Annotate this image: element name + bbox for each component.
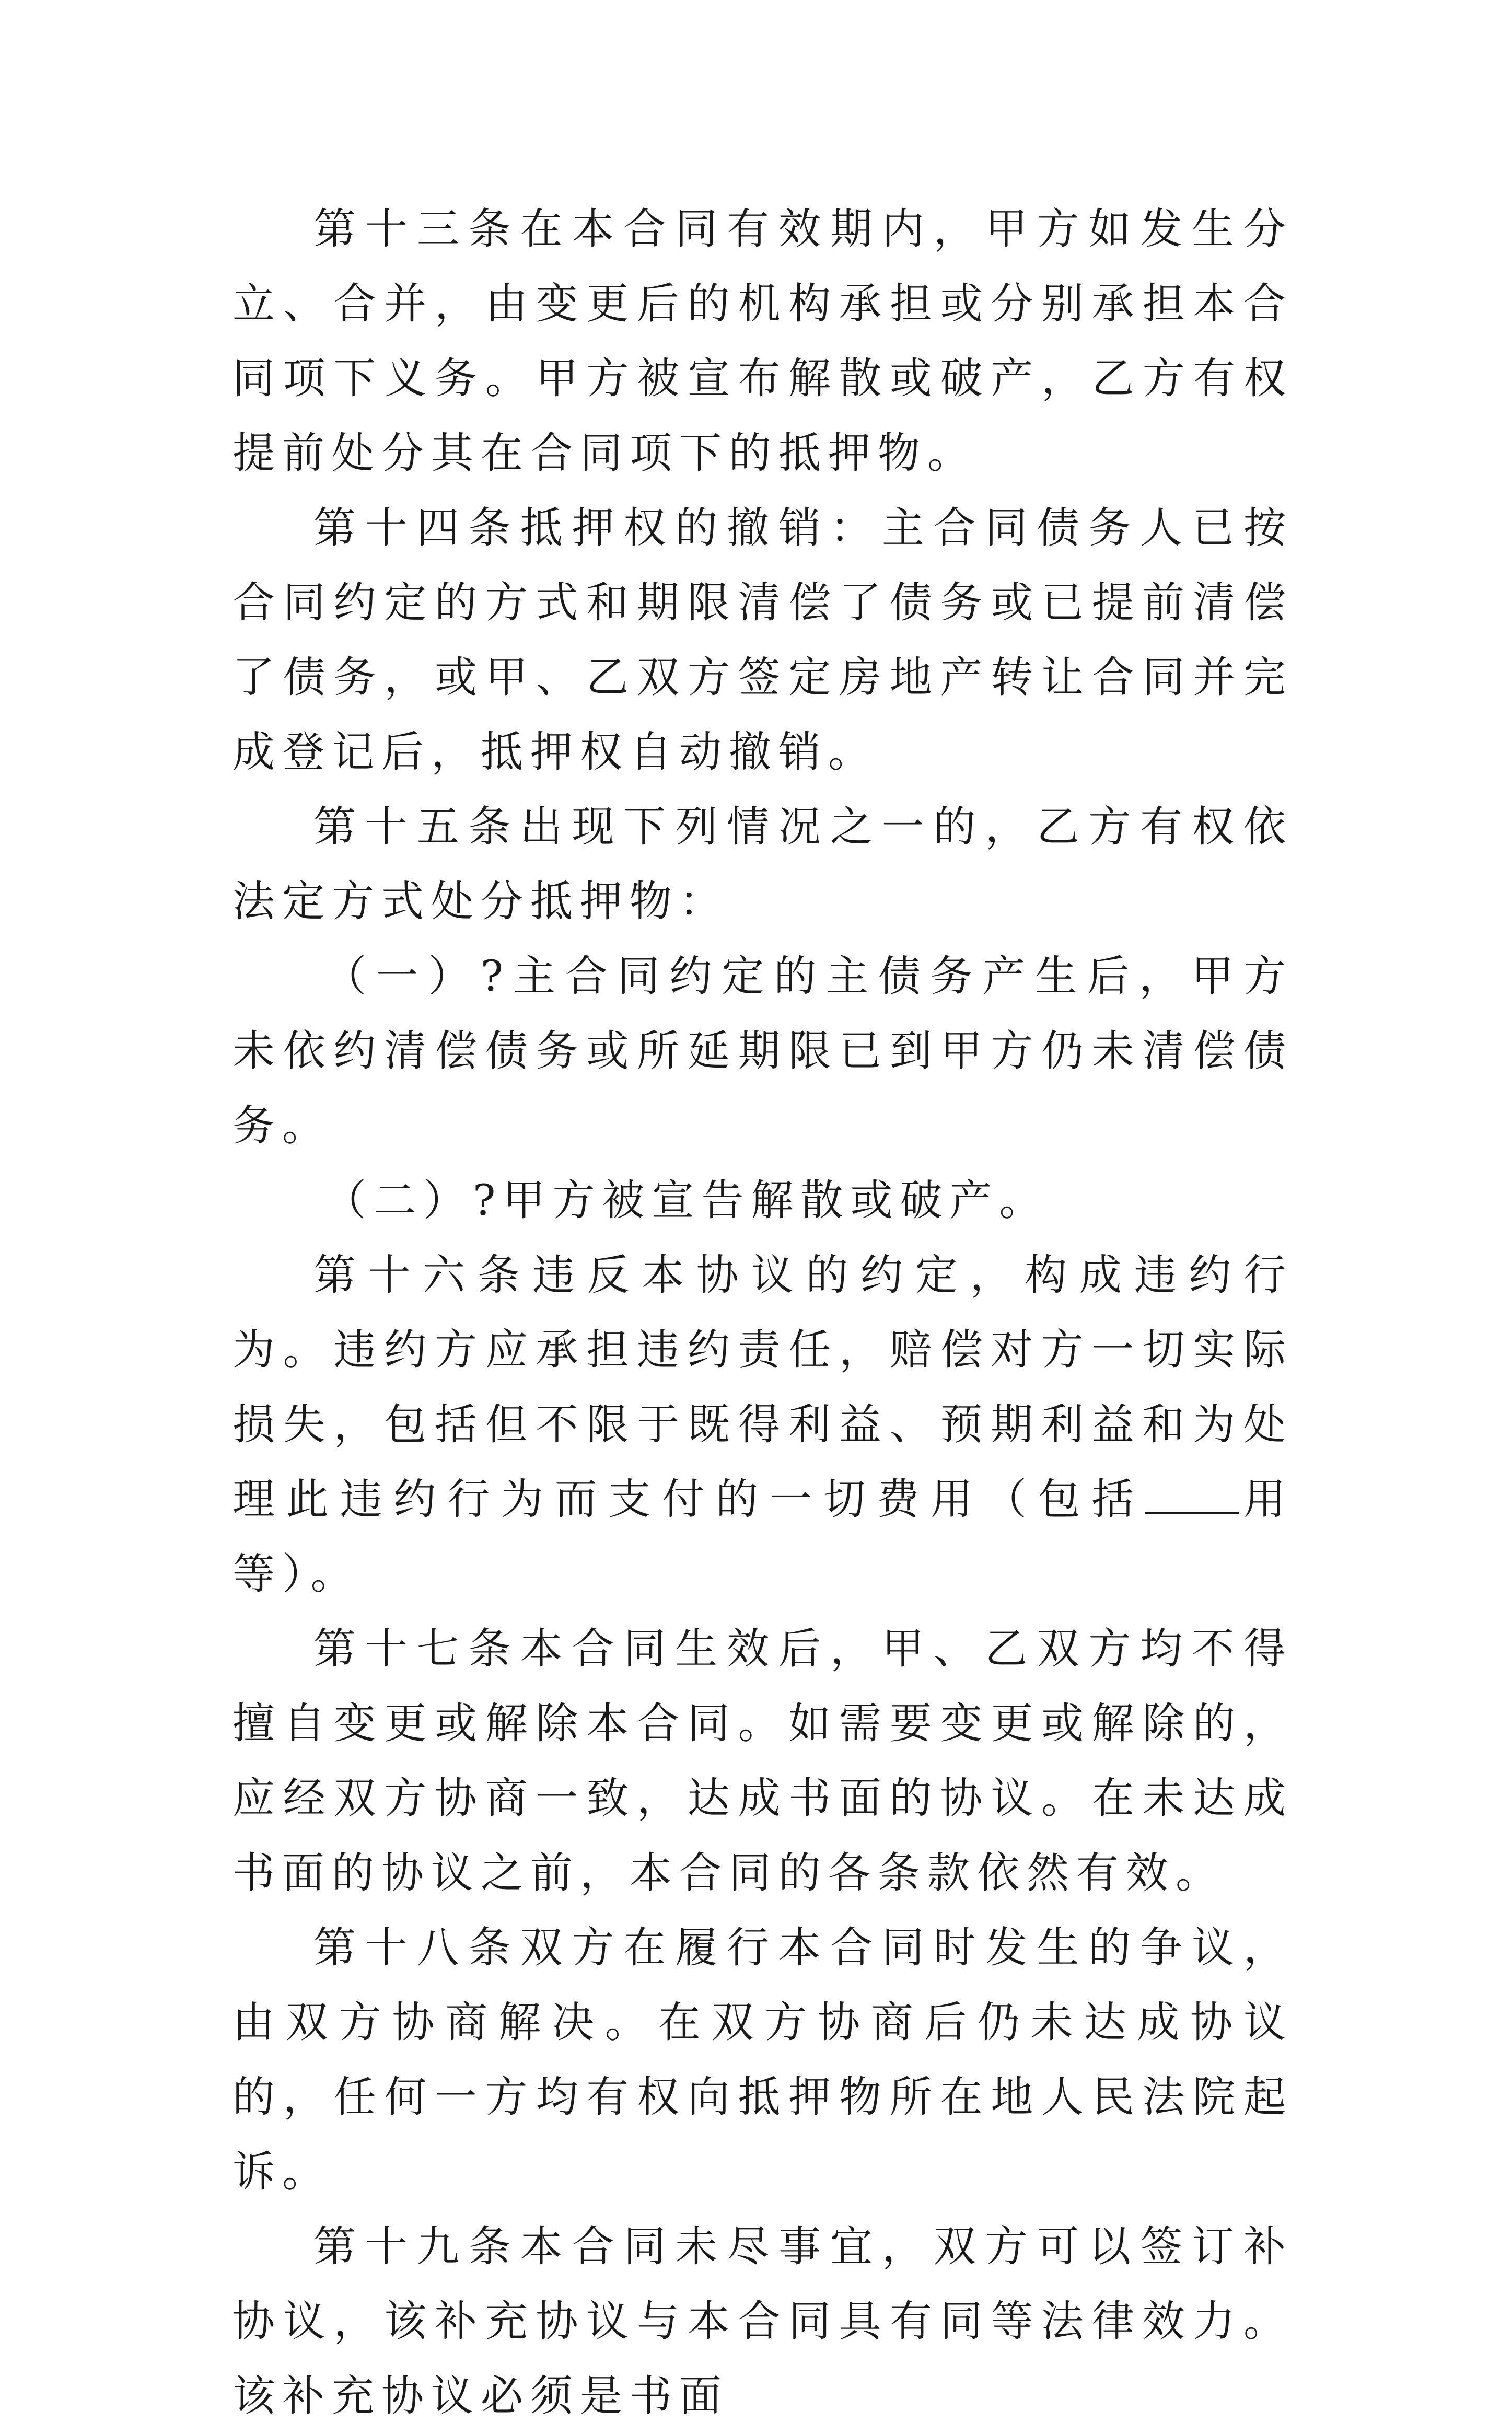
document-body: [232, 192, 1293, 2434]
article-16-paragraph: [232, 1238, 1293, 1612]
article-15-paragraph: 第十五条出现下列情况之一的，乙方有权依法定方式处分抵押物：: [232, 803, 1293, 926]
article-16-text-before-blank: 第十六条违反本协议的约定，构成违约行为。违约方应承担违约责任，赔偿对方一切实际损失，包括但不限于既得利益、预期利益和为处理此违约行为而支付的一切费用（包括: [232, 1251, 1293, 1524]
article-16-text-after-blank: 用等）。: [232, 1475, 1293, 1599]
fill-in-blank: [1145, 1476, 1239, 1514]
article-15-item-1: （一）?主合同约定的主债务产生后，甲方未依约清偿债务或所延期限已到甲方仍未清偿债务。: [232, 952, 1293, 1151]
article-14-paragraph: 第十四条抵押权的撤销：主合同债务人已按合同约定的方式和期限清偿了债务或已提前清偿了债务，或甲、乙双方签定房地产转让合同并完成登记后，抵押权自动撤销。: [232, 504, 1293, 777]
article-19-paragraph: 第十九条本合同未尽事宜，双方可以签订补协议，该补充协议与本合同具有同等法律效力。该补充协议必须是书面: [232, 2222, 1293, 2421]
article-15-item-2: （二）?甲方被宣告解散或破产。: [324, 1176, 1049, 1225]
article-18-paragraph: 第十八条双方在履行本合同时发生的争议，由双方协商解决。在双方协商后仍未达成协议的，任何一方均有权向抵押物所在地人民法院起诉。: [232, 1923, 1293, 2197]
article-17-paragraph: 第十七条本合同生效后，甲、乙双方均不得擅自变更或解除本合同。如需要变更或解除的，应经双方协商一致，达成书面的协议。在未达成书面的协议之前，本合同的各条款依然有效。: [232, 1625, 1293, 1898]
article-13-paragraph: 第十三条在本合同有效期内，甲方如发生分立、合并，由变更后的机构承担或分别承担本合同项下义务。甲方被宣布解散或破产，乙方有权提前处分其在合同项下的抵押物。: [232, 205, 1293, 478]
